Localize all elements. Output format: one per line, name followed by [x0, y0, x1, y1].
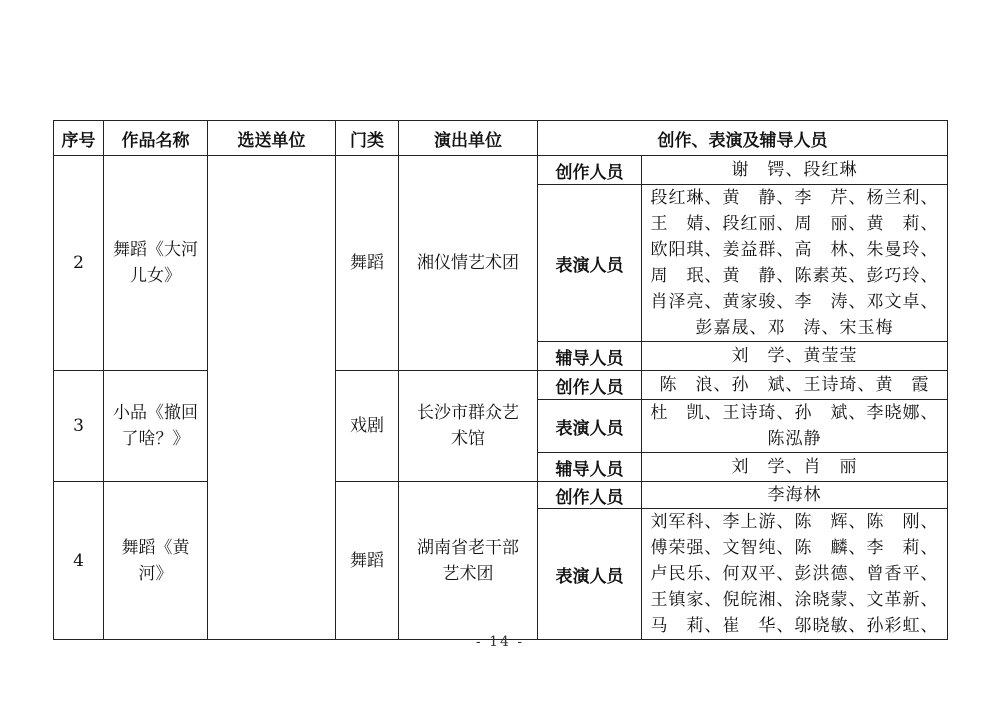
- category: 舞蹈: [336, 482, 399, 640]
- submitting-unit-cell: [208, 156, 336, 640]
- people-line: 刘 学、肖 丽: [731, 457, 858, 477]
- people-line: 谢 锷、段红琳: [731, 160, 858, 180]
- table-row: [54, 371, 948, 400]
- role-label: 辅导人员: [538, 453, 642, 482]
- performing-unit-line: 艺术团: [442, 563, 494, 584]
- header-work-name: 作品名称: [104, 121, 208, 156]
- table-row: [54, 156, 948, 185]
- role-label: 创作人员: [538, 156, 642, 185]
- role-label: 表演人员: [538, 509, 642, 640]
- table-header-row: [54, 121, 948, 156]
- people-line: 王 婧、段红丽、周 丽、黄 莉、: [650, 214, 939, 234]
- category: 舞蹈: [336, 156, 399, 371]
- role-label: 创作人员: [538, 482, 642, 509]
- performing-unit-line: 术馆: [451, 429, 485, 449]
- performing-unit: [399, 156, 538, 371]
- work-name-line: 儿女》: [130, 266, 181, 286]
- role-label: 表演人员: [538, 185, 642, 342]
- program-table: [53, 120, 948, 640]
- role-label: 表演人员: [538, 400, 642, 453]
- people-line: 傅荣强、文智纯、陈 麟、李 莉、: [650, 538, 939, 558]
- people-line: 陈 浪、孙 斌、王诗琦、黄 霞: [659, 375, 930, 395]
- work-name-line: 小品《撤回: [113, 403, 198, 423]
- header-personnel: 创作、表演及辅导人员: [538, 121, 948, 156]
- people-line: 刘 学、黄莹莹: [731, 346, 858, 366]
- work-name-line: 河》: [138, 563, 173, 584]
- role-people: [642, 185, 948, 342]
- people-line: 卢民乐、何双平、彭洪德、曾香平、: [650, 564, 939, 584]
- people-line: 欧阳琪、姜益群、高 林、朱曼玲、: [650, 240, 939, 260]
- people-line: 段红琳、黄 静、李 芹、杨兰利、: [650, 188, 939, 208]
- serial-number: 4: [54, 482, 104, 640]
- people-line: 刘军科、李上游、陈 辉、陈 刚、: [650, 512, 939, 532]
- header-performing-unit: 演出单位: [399, 121, 538, 156]
- role-people: [642, 400, 948, 453]
- role-people: [642, 371, 948, 400]
- performing-unit-line: 湖南省老干部: [417, 537, 519, 558]
- role-label: 创作人员: [538, 371, 642, 400]
- work-name-line: 了啥？》: [121, 429, 190, 449]
- role-people: [642, 342, 948, 371]
- work-name: [104, 156, 208, 371]
- serial-number: 2: [54, 156, 104, 371]
- page-number: - 14 -: [475, 634, 525, 650]
- performing-unit: [399, 482, 538, 640]
- people-line: 王镇家、倪皖湘、涂晓蒙、文革新、: [650, 590, 939, 610]
- people-line: 杜 凯、王诗琦、孙 斌、李晓娜、: [650, 403, 939, 423]
- performing-unit-line: 长沙市群众艺: [417, 403, 519, 423]
- role-people: [642, 509, 948, 640]
- people-line: 肖泽亮、黄家骏、李 涛、邓文卓、: [650, 292, 939, 312]
- table-row: [54, 482, 948, 509]
- serial-number: 3: [54, 371, 104, 482]
- header-category: 门类: [336, 121, 399, 156]
- role-people: [642, 482, 948, 509]
- performing-unit-line: 湘仪情艺术团: [417, 253, 519, 273]
- work-name: [104, 371, 208, 482]
- header-submitting-unit: 选送单位: [208, 121, 336, 156]
- category: 戏剧: [336, 371, 399, 482]
- people-line: 李海林: [767, 485, 822, 505]
- work-name: [104, 482, 208, 640]
- work-name-line: 舞蹈《黄: [121, 537, 190, 558]
- role-people: [642, 156, 948, 185]
- people-line: 周 珉、黄 静、陈素英、彭巧玲、: [650, 266, 939, 286]
- people-line: 马 莉、崔 华、邬晓敏、孙彩虹、: [650, 616, 939, 636]
- header-serial: 序号: [54, 121, 104, 156]
- people-line: 陈泓静: [767, 429, 822, 449]
- people-line: 彭嘉晟、邓 涛、宋玉梅: [695, 318, 894, 338]
- work-name-line: 舞蹈《大河: [113, 240, 198, 260]
- performing-unit: [399, 371, 538, 482]
- role-label: 辅导人员: [538, 342, 642, 371]
- role-people: [642, 453, 948, 482]
